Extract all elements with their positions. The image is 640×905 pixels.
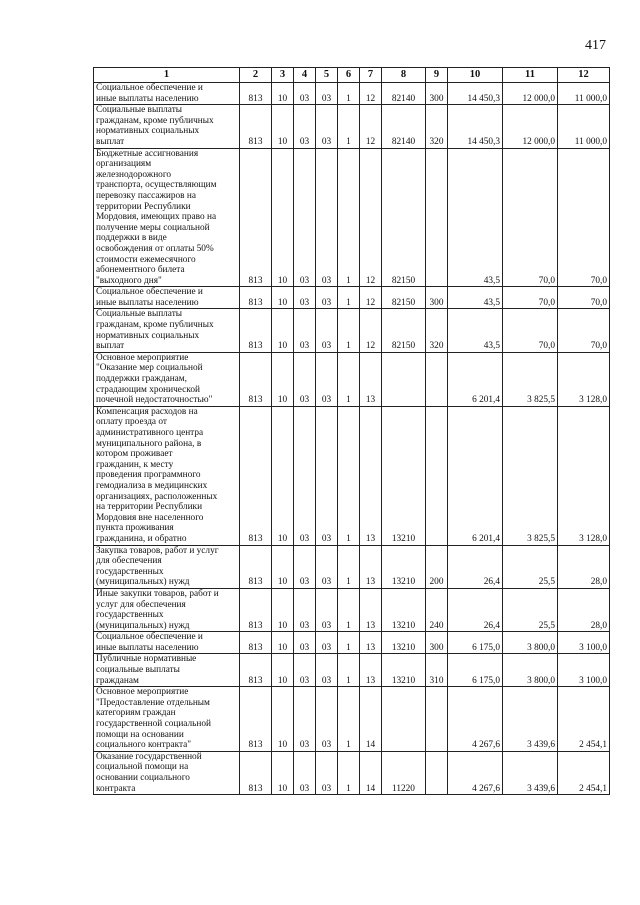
table-cell: 14 xyxy=(360,687,382,752)
table-cell: 1 xyxy=(338,545,360,588)
table-cell: 3 825,5 xyxy=(503,406,558,545)
row-name-line: выплат xyxy=(96,341,125,352)
row-name-line: Социальное обеспечение и xyxy=(96,83,203,93)
table-cell: 26,4 xyxy=(448,588,503,631)
table-cell: 13 xyxy=(360,352,382,406)
row-name-cell xyxy=(94,751,240,794)
row-name-line: Социальные выплаты xyxy=(96,309,183,320)
table-cell: 12 xyxy=(360,83,382,105)
table-cell: 10 xyxy=(272,83,294,105)
row-name-line: оплату проезда от xyxy=(96,417,167,428)
table-cell: 1 xyxy=(338,287,360,309)
table-cell: 813 xyxy=(240,687,272,752)
table-cell: 12 xyxy=(360,105,382,148)
table-cell: 03 xyxy=(316,545,338,588)
table-cell: 3 439,6 xyxy=(503,687,558,752)
column-header: 2 xyxy=(240,68,272,83)
row-name-line: Мордовия, имеющих право на xyxy=(96,212,217,223)
row-name-line: проведения программного xyxy=(96,470,201,481)
row-name-line: Мордовия вне населенного xyxy=(96,512,204,523)
row-name-line: иные выплаты населению xyxy=(96,93,199,104)
table-cell: 13210 xyxy=(382,588,426,631)
table-cell: 10 xyxy=(272,287,294,309)
table-cell: 70,0 xyxy=(503,309,558,352)
table-cell: 03 xyxy=(294,406,316,545)
table-cell: 82140 xyxy=(382,105,426,148)
table-cell: 12 000,0 xyxy=(503,105,558,148)
table-cell xyxy=(426,751,448,794)
row-name-line: социальной помощи на xyxy=(96,762,189,773)
table-cell: 1 xyxy=(338,83,360,105)
table-cell: 10 xyxy=(272,588,294,631)
row-name-line: стоимости ежемесячного xyxy=(96,254,196,265)
column-header: 9 xyxy=(426,68,448,83)
table-cell: 320 xyxy=(426,309,448,352)
row-name-line: на территории Республики xyxy=(96,502,203,513)
table-cell: 11 000,0 xyxy=(558,83,610,105)
table-row xyxy=(94,148,610,287)
table-cell xyxy=(382,687,426,752)
table-body xyxy=(94,83,610,795)
table-cell: 70,0 xyxy=(503,287,558,309)
table-cell: 03 xyxy=(294,654,316,687)
table-cell: 10 xyxy=(272,406,294,545)
table-row xyxy=(94,687,610,752)
row-name-line: Компенсация расходов на xyxy=(96,406,198,417)
row-name-line: государственной социальной xyxy=(96,719,211,730)
table-cell: 11 000,0 xyxy=(558,105,610,148)
row-name-line: иные выплаты населению xyxy=(96,297,199,308)
table-cell: 1 xyxy=(338,687,360,752)
row-name-line: территории Республики xyxy=(96,201,191,212)
table-cell: 13210 xyxy=(382,406,426,545)
column-header: 12 xyxy=(558,68,610,83)
row-name-line: государственных xyxy=(96,566,164,577)
row-name-line: котором проживает xyxy=(96,449,173,460)
table-cell: 310 xyxy=(426,654,448,687)
table-cell: 13 xyxy=(360,654,382,687)
column-header: 1 xyxy=(94,68,240,83)
table-cell: 03 xyxy=(294,687,316,752)
table-cell: 03 xyxy=(316,148,338,287)
table-cell: 03 xyxy=(316,83,338,105)
table-cell: 82150 xyxy=(382,309,426,352)
table-cell: 03 xyxy=(316,287,338,309)
table-row xyxy=(94,352,610,406)
table-cell: 1 xyxy=(338,654,360,687)
table-cell: 320 xyxy=(426,105,448,148)
table-cell: 4 267,6 xyxy=(448,687,503,752)
row-name-line: административного центра xyxy=(96,428,204,438)
table-cell: 03 xyxy=(294,287,316,309)
table-cell: 03 xyxy=(294,105,316,148)
table-cell: 03 xyxy=(294,588,316,631)
row-name-line: категориям граждан xyxy=(96,708,176,719)
table-cell: 70,0 xyxy=(558,309,610,352)
table-row xyxy=(94,545,610,588)
row-name-line: "Оказание мер социальной xyxy=(96,363,203,374)
row-name-line: государственных xyxy=(96,610,164,621)
row-name-line: выплат xyxy=(96,136,125,147)
row-name-cell xyxy=(94,654,240,687)
table-cell: 13210 xyxy=(382,545,426,588)
table-row xyxy=(94,751,610,794)
row-name-cell xyxy=(94,545,240,588)
row-name-line: организациях, расположенных xyxy=(96,491,218,502)
table-cell: 13 xyxy=(360,406,382,545)
table-cell: 03 xyxy=(294,632,316,654)
budget-table xyxy=(93,67,610,795)
table-cell: 3 800,0 xyxy=(503,632,558,654)
table-cell: 813 xyxy=(240,406,272,545)
table-cell: 13 xyxy=(360,545,382,588)
table-header-row xyxy=(94,68,610,83)
column-header: 10 xyxy=(448,68,503,83)
table-cell: 10 xyxy=(272,352,294,406)
row-name-cell xyxy=(94,632,240,654)
table-cell: 28,0 xyxy=(558,545,610,588)
row-name-line: (муниципальных) нужд xyxy=(96,577,190,588)
row-name-cell xyxy=(94,588,240,631)
row-name-line: Социальное обеспечение и xyxy=(96,287,203,298)
row-name-line: получение меры социальной xyxy=(96,222,210,233)
row-name-line: освобождения от оплаты 50% xyxy=(96,243,214,254)
table-cell: 3 825,5 xyxy=(503,352,558,406)
table-cell: 12 000,0 xyxy=(503,83,558,105)
table-cell: 03 xyxy=(294,148,316,287)
table-cell: 4 267,6 xyxy=(448,751,503,794)
table-cell: 1 xyxy=(338,751,360,794)
table-cell: 3 439,6 xyxy=(503,751,558,794)
row-name-line: иные выплаты населению xyxy=(96,642,199,653)
row-name-cell xyxy=(94,83,240,105)
column-header: 7 xyxy=(360,68,382,83)
table-cell: 03 xyxy=(316,352,338,406)
row-name-line: гражданина, и обратно xyxy=(96,533,187,544)
table-row xyxy=(94,83,610,105)
column-header: 6 xyxy=(338,68,360,83)
row-name-line: страдающим хронической xyxy=(96,384,200,395)
table-cell: 813 xyxy=(240,83,272,105)
table-cell: 12 xyxy=(360,287,382,309)
table-cell: 3 100,0 xyxy=(558,654,610,687)
table-cell: 10 xyxy=(272,632,294,654)
table-cell: 03 xyxy=(316,406,338,545)
table-cell: 813 xyxy=(240,545,272,588)
table-cell: 03 xyxy=(316,632,338,654)
table-cell: 813 xyxy=(240,654,272,687)
table-cell xyxy=(382,352,426,406)
column-header: 5 xyxy=(316,68,338,83)
row-name-line: помощи на основании xyxy=(96,729,184,740)
row-name-line: (муниципальных) нужд xyxy=(96,620,190,631)
row-name-line: социальные выплаты xyxy=(96,665,180,676)
table-cell: 10 xyxy=(272,687,294,752)
row-name-line: Основное мероприятие xyxy=(96,687,189,698)
table-cell: 1 xyxy=(338,406,360,545)
table-cell: 14 450,3 xyxy=(448,105,503,148)
table-cell: 3 100,0 xyxy=(558,632,610,654)
table-cell: 2 454,1 xyxy=(558,687,610,752)
table-cell: 03 xyxy=(316,751,338,794)
table-cell: 43,5 xyxy=(448,148,503,287)
table-cell xyxy=(426,352,448,406)
table-cell: 1 xyxy=(338,588,360,631)
table-cell: 13 xyxy=(360,632,382,654)
table-cell: 43,5 xyxy=(448,309,503,352)
table-cell: 82150 xyxy=(382,287,426,309)
table-row xyxy=(94,406,610,545)
row-name-line: Оказание государственной xyxy=(96,751,202,762)
row-name-line: Публичные нормативные xyxy=(96,654,197,665)
table-cell: 82140 xyxy=(382,83,426,105)
row-name-line: "выходного дня" xyxy=(96,275,162,286)
table-cell: 813 xyxy=(240,588,272,631)
table-cell: 813 xyxy=(240,309,272,352)
table-cell: 1 xyxy=(338,352,360,406)
table-cell: 3 128,0 xyxy=(558,406,610,545)
row-name-line: организациям xyxy=(96,159,152,170)
table-cell: 12 xyxy=(360,309,382,352)
table-cell: 813 xyxy=(240,287,272,309)
table-cell: 13210 xyxy=(382,654,426,687)
table-row xyxy=(94,287,610,309)
row-name-line: гражданам, кроме публичных xyxy=(96,320,214,331)
row-name-line: Социальное обеспечение и xyxy=(96,632,203,643)
row-name-cell xyxy=(94,352,240,406)
column-header: 4 xyxy=(294,68,316,83)
row-name-line: абонементного билета xyxy=(96,265,185,276)
table-cell: 10 xyxy=(272,654,294,687)
row-name-cell xyxy=(94,287,240,309)
table-cell: 10 xyxy=(272,751,294,794)
table-cell: 6 201,4 xyxy=(448,352,503,406)
table-cell: 6 175,0 xyxy=(448,654,503,687)
table-cell: 6 201,4 xyxy=(448,406,503,545)
table-cell: 813 xyxy=(240,632,272,654)
row-name-line: нормативных социальных xyxy=(96,126,200,137)
row-name-line: муниципального района, в xyxy=(96,438,202,449)
table-cell: 1 xyxy=(338,148,360,287)
column-header: 3 xyxy=(272,68,294,83)
table-row xyxy=(94,632,610,654)
table-cell: 03 xyxy=(316,309,338,352)
row-name-line: основании социального xyxy=(96,773,190,783)
column-header: 11 xyxy=(503,68,558,83)
table-cell xyxy=(426,148,448,287)
row-name-line: гражданам, кроме публичных xyxy=(96,115,214,126)
table-cell: 03 xyxy=(316,654,338,687)
row-name-line: Бюджетные ассигнования xyxy=(96,148,199,159)
table-cell: 12 xyxy=(360,148,382,287)
table-cell: 3 128,0 xyxy=(558,352,610,406)
table-cell: 3 800,0 xyxy=(503,654,558,687)
table-cell: 03 xyxy=(294,545,316,588)
row-name-line: для обеспечения xyxy=(96,556,162,567)
table-cell: 70,0 xyxy=(558,287,610,309)
row-name-line: транспорта, осуществляющим xyxy=(96,180,217,191)
table-row xyxy=(94,105,610,148)
table-cell: 28,0 xyxy=(558,588,610,631)
table-cell: 25,5 xyxy=(503,588,558,631)
table-cell: 13 xyxy=(360,588,382,631)
row-name-line: "Предоставление отдельным xyxy=(96,697,210,708)
row-name-line: социального контракта" xyxy=(96,740,192,751)
table-cell: 240 xyxy=(426,588,448,631)
table-cell: 813 xyxy=(240,352,272,406)
table-cell: 03 xyxy=(294,751,316,794)
table-cell: 70,0 xyxy=(503,148,558,287)
table-cell: 03 xyxy=(316,588,338,631)
row-name-line: поддержки в виде xyxy=(96,233,167,244)
row-name-line: почечной недостаточностью" xyxy=(96,395,213,406)
row-name-line: Основное мероприятие xyxy=(96,352,189,363)
row-name-line: контракта xyxy=(96,783,136,794)
row-name-line: услуг для обеспечения xyxy=(96,599,186,610)
row-name-cell xyxy=(94,406,240,545)
row-name-line: Социальные выплаты xyxy=(96,105,183,116)
row-name-line: Иные закупки товаров, работ и xyxy=(96,588,219,599)
row-name-line: поддержки гражданам, xyxy=(96,374,188,385)
row-name-line: пункта проживания xyxy=(96,523,174,534)
table-cell: 03 xyxy=(316,687,338,752)
table-cell: 200 xyxy=(426,545,448,588)
table-cell: 03 xyxy=(294,83,316,105)
table-cell: 10 xyxy=(272,309,294,352)
row-name-line: гражданин, к месту xyxy=(96,459,174,470)
row-name-line: железнодорожного xyxy=(96,169,172,180)
row-name-cell xyxy=(94,105,240,148)
row-name-cell xyxy=(94,309,240,352)
row-name-line: нормативных социальных xyxy=(96,330,200,341)
row-name-line: перевозку пассажиров на xyxy=(96,190,196,201)
table-cell: 813 xyxy=(240,105,272,148)
table-cell: 1 xyxy=(338,105,360,148)
table-cell: 10 xyxy=(272,148,294,287)
table-cell: 70,0 xyxy=(558,148,610,287)
table-cell: 300 xyxy=(426,632,448,654)
row-name-line: гемодиализа в медицинских xyxy=(96,480,208,491)
table-row xyxy=(94,309,610,352)
table-row xyxy=(94,654,610,687)
table-cell: 03 xyxy=(316,105,338,148)
table-cell: 2 454,1 xyxy=(558,751,610,794)
table-cell: 14 xyxy=(360,751,382,794)
page-number: 417 xyxy=(585,38,606,53)
table-cell: 03 xyxy=(294,309,316,352)
table-cell: 03 xyxy=(294,352,316,406)
table-cell: 11220 xyxy=(382,751,426,794)
table-cell: 43,5 xyxy=(448,287,503,309)
table-cell: 10 xyxy=(272,545,294,588)
row-name-cell xyxy=(94,687,240,752)
table-cell: 25,5 xyxy=(503,545,558,588)
row-name-line: Закупка товаров, работ и услуг xyxy=(96,545,219,556)
table-cell: 6 175,0 xyxy=(448,632,503,654)
column-header: 8 xyxy=(382,68,426,83)
table-cell: 82150 xyxy=(382,148,426,287)
table-row xyxy=(94,588,610,631)
table-cell: 1 xyxy=(338,309,360,352)
table-cell: 14 450,3 xyxy=(448,83,503,105)
table-cell: 10 xyxy=(272,105,294,148)
table-cell xyxy=(426,687,448,752)
table-cell xyxy=(426,406,448,545)
row-name-line: гражданам xyxy=(96,675,139,686)
table-cell: 813 xyxy=(240,751,272,794)
table-cell: 300 xyxy=(426,83,448,105)
table-cell: 26,4 xyxy=(448,545,503,588)
table-cell: 813 xyxy=(240,148,272,287)
table-cell: 1 xyxy=(338,632,360,654)
table-cell: 300 xyxy=(426,287,448,309)
row-name-cell xyxy=(94,148,240,287)
table-cell: 13210 xyxy=(382,632,426,654)
